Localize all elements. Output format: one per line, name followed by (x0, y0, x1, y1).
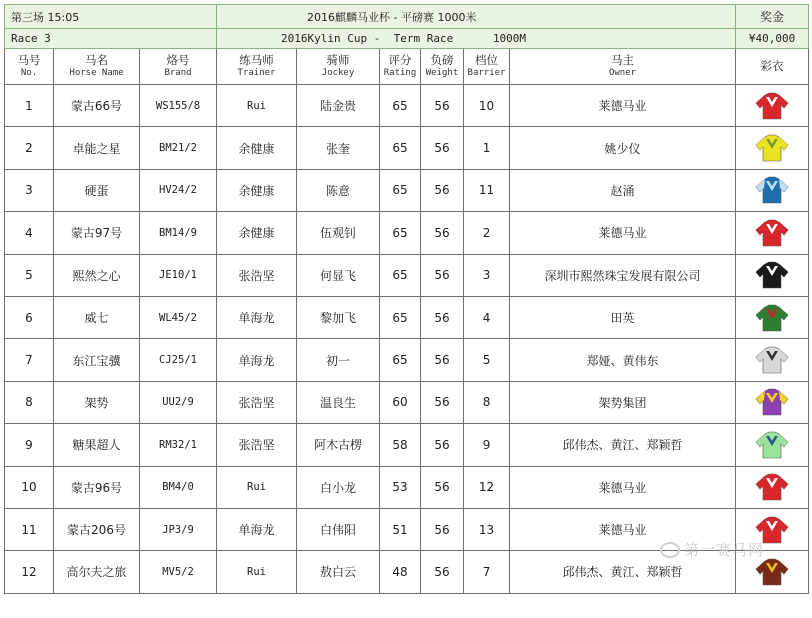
column-header-en: Trainer (237, 67, 276, 78)
jockey-name: 陈意 (297, 169, 380, 211)
barrier-value: 2 (464, 212, 510, 254)
rating-value: 60 (380, 381, 421, 423)
barrier-value: 4 (464, 296, 510, 338)
barrier-value: 11 (464, 169, 510, 211)
barrier-value: 10 (464, 85, 510, 127)
horse-name: 东江宝骥 (54, 339, 140, 381)
owner-name: 莱德马业 (510, 212, 736, 254)
jockey-name: 陆金贵 (297, 85, 380, 127)
jockey-silk-icon (755, 133, 789, 163)
jockey-silk-icon (755, 472, 789, 502)
barrier-value: 12 (464, 466, 510, 508)
weight-value: 56 (421, 85, 464, 127)
column-header-zh: 负磅 (430, 52, 454, 67)
horse-brand: WS155/8 (140, 85, 217, 127)
rating-value: 65 (380, 127, 421, 169)
weight-value: 56 (421, 339, 464, 381)
owner-name: 姚少仪 (510, 127, 736, 169)
trainer-name: 单海龙 (217, 296, 297, 338)
jockey-name: 初一 (297, 339, 380, 381)
table-row (5, 85, 809, 127)
column-header-zh: 马号 (17, 52, 41, 67)
owner-name: 莱德马业 (510, 466, 736, 508)
barrier-value: 1 (464, 127, 510, 169)
silk-cell (736, 424, 809, 466)
silk-cell (736, 85, 809, 127)
trainer-name: 单海龙 (217, 508, 297, 550)
horse-brand: UU2/9 (140, 381, 217, 423)
horse-name: 蒙古206号 (54, 508, 140, 550)
rating-value: 65 (380, 254, 421, 296)
jockey-name: 阿木古楞 (297, 424, 380, 466)
jockey-name: 敖白云 (297, 551, 380, 593)
horse-number: 5 (5, 254, 54, 296)
trainer-name: 张浩坚 (217, 424, 297, 466)
weight-value: 56 (421, 424, 464, 466)
jockey-name: 温良生 (297, 381, 380, 423)
table-row (5, 212, 809, 254)
jockey-silk-icon (755, 345, 789, 375)
column-header-en: Barrier (467, 67, 506, 78)
barrier-value: 13 (464, 508, 510, 550)
column-header (140, 49, 217, 85)
column-header-zh: 练马师 (239, 52, 274, 67)
column-header (5, 49, 54, 85)
trainer-name: 余健康 (217, 127, 297, 169)
column-header-en: Brand (164, 67, 192, 78)
jockey-name: 白伟阳 (297, 508, 380, 550)
weight-value: 56 (421, 169, 464, 211)
rating-value: 53 (380, 466, 421, 508)
horse-name: 熙然之心 (54, 254, 140, 296)
watermark-text: 第一赛马网 (683, 540, 764, 559)
table-row (5, 127, 809, 169)
jockey-name: 伍观钊 (297, 212, 380, 254)
column-header (217, 49, 297, 85)
weight-value: 56 (421, 466, 464, 508)
column-header-zh: 马名 (85, 52, 108, 67)
table-row (5, 296, 809, 338)
jockey-name: 张奎 (297, 127, 380, 169)
watermark (660, 539, 764, 560)
owner-name: 邱伟杰、黄江、郑颖哲 (510, 424, 736, 466)
table-row (5, 254, 809, 296)
owner-name: 莱德马业 (510, 508, 736, 550)
barrier-value: 9 (464, 424, 510, 466)
column-header-en: Horse Name (69, 67, 124, 78)
horse-name: 威七 (54, 296, 140, 338)
silk-cell (736, 127, 809, 169)
weight-value: 56 (421, 551, 464, 593)
horse-brand: BM21/2 (140, 127, 217, 169)
horse-number: 3 (5, 169, 54, 211)
jockey-silk-icon (755, 303, 789, 333)
race-table (4, 4, 809, 594)
weight-value: 56 (421, 296, 464, 338)
silk-cell (736, 466, 809, 508)
race-entries (5, 49, 809, 594)
owner-name: 莱德马业 (510, 85, 736, 127)
race-number-cn: 第三场 15:05 (5, 5, 217, 29)
trainer-name: 余健康 (217, 169, 297, 211)
column-header (297, 49, 380, 85)
jockey-silk-icon (755, 218, 789, 248)
rating-value: 65 (380, 85, 421, 127)
barrier-value: 5 (464, 339, 510, 381)
rating-value: 65 (380, 296, 421, 338)
jockey-silk-icon (755, 175, 789, 205)
horse-name: 蒙古66号 (54, 85, 140, 127)
trainer-name: Rui (217, 551, 297, 593)
rating-value: 65 (380, 212, 421, 254)
rating-value: 51 (380, 508, 421, 550)
rating-value: 65 (380, 339, 421, 381)
jockey-name: 白小龙 (297, 466, 380, 508)
column-header (54, 49, 140, 85)
owner-name: 架势集团 (510, 381, 736, 423)
jockey-silk-icon (755, 557, 789, 587)
column-header-zh: 骑师 (326, 52, 350, 67)
horse-number: 1 (5, 85, 54, 127)
race-title-cn: 2016麒麟马业杯 - 平磅赛 1000米 (217, 5, 736, 29)
owner-name: 田英 (510, 296, 736, 338)
jockey-name: 何显飞 (297, 254, 380, 296)
column-header-en: No. (20, 67, 38, 78)
horse-number: 7 (5, 339, 54, 381)
race-header (5, 5, 809, 49)
rating-value: 48 (380, 551, 421, 593)
horse-name: 卓能之星 (54, 127, 140, 169)
horse-name: 高尔夫之旅 (54, 551, 140, 593)
horse-name: 蒙古96号 (54, 466, 140, 508)
column-header-zh: 彩衣 (760, 59, 784, 73)
horse-number: 9 (5, 424, 54, 466)
silk-cell (736, 212, 809, 254)
owner-name: 郑娅、黄伟东 (510, 339, 736, 381)
horse-brand: CJ25/1 (140, 339, 217, 381)
rating-value: 65 (380, 169, 421, 211)
column-header (464, 49, 510, 85)
table-row (5, 466, 809, 508)
wechat-icon (660, 542, 680, 558)
horse-brand: JP3/9 (140, 508, 217, 550)
column-header-zh: 档位 (475, 52, 499, 67)
jockey-silk-icon (755, 91, 789, 121)
trainer-name: 余健康 (217, 212, 297, 254)
racecard (4, 4, 808, 594)
jockey-name: 黎加飞 (297, 296, 380, 338)
horse-name: 蒙古97号 (54, 212, 140, 254)
jockey-silk-icon (755, 430, 789, 460)
silk-cell (736, 254, 809, 296)
horse-brand: MV5/2 (140, 551, 217, 593)
column-header-zh: 马主 (611, 52, 635, 67)
trainer-name: Rui (217, 466, 297, 508)
owner-name: 邱伟杰、黄江、郑颖哲 (510, 551, 736, 593)
silk-cell (736, 169, 809, 211)
race-number-en: Race 3 (5, 29, 217, 49)
trainer-name: Rui (217, 85, 297, 127)
column-header-en: Jockey (321, 67, 355, 78)
column-header (510, 49, 736, 85)
horse-brand: BM4/0 (140, 466, 217, 508)
table-row (5, 169, 809, 211)
horse-brand: WL45/2 (140, 296, 217, 338)
column-header-zh: 烙号 (166, 52, 190, 67)
table-row (5, 381, 809, 423)
column-header-en: Owner (608, 67, 637, 78)
horse-brand: RM32/1 (140, 424, 217, 466)
table-row (5, 424, 809, 466)
horse-number: 10 (5, 466, 54, 508)
weight-value: 56 (421, 212, 464, 254)
prize-value: ¥40,000 (736, 29, 809, 49)
column-header-zh: 评分 (388, 52, 412, 67)
column-header-en: Rating (383, 67, 417, 78)
column-header-row (5, 49, 809, 85)
weight-value: 56 (421, 381, 464, 423)
barrier-value: 7 (464, 551, 510, 593)
table-row (5, 339, 809, 381)
owner-name: 赵涌 (510, 169, 736, 211)
prize-label: 奖金 (736, 5, 809, 29)
silk-cell (736, 296, 809, 338)
horse-number: 12 (5, 551, 54, 593)
horse-number: 4 (5, 212, 54, 254)
horse-number: 11 (5, 508, 54, 550)
barrier-value: 8 (464, 381, 510, 423)
race-title-en: 2016Kylin Cup - Term Race 1000M (217, 29, 736, 49)
horse-name: 硬蛋 (54, 169, 140, 211)
weight-value: 56 (421, 127, 464, 169)
trainer-name: 张浩坚 (217, 254, 297, 296)
horse-brand: HV24/2 (140, 169, 217, 211)
column-header (421, 49, 464, 85)
weight-value: 56 (421, 254, 464, 296)
horse-number: 2 (5, 127, 54, 169)
barrier-value: 3 (464, 254, 510, 296)
column-header (380, 49, 421, 85)
owner-name: 深圳市熙然珠宝发展有限公司 (510, 254, 736, 296)
horse-number: 6 (5, 296, 54, 338)
silk-cell (736, 381, 809, 423)
column-header (736, 49, 809, 85)
silk-cell (736, 339, 809, 381)
trainer-name: 张浩坚 (217, 381, 297, 423)
jockey-silk-icon (755, 260, 789, 290)
rating-value: 58 (380, 424, 421, 466)
column-header-en: Weight (425, 67, 459, 78)
horse-number: 8 (5, 381, 54, 423)
horse-brand: BM14/9 (140, 212, 217, 254)
trainer-name: 单海龙 (217, 339, 297, 381)
weight-value: 56 (421, 508, 464, 550)
horse-brand: JE10/1 (140, 254, 217, 296)
horse-name: 架势 (54, 381, 140, 423)
horse-name: 糖果超人 (54, 424, 140, 466)
jockey-silk-icon (755, 387, 789, 417)
